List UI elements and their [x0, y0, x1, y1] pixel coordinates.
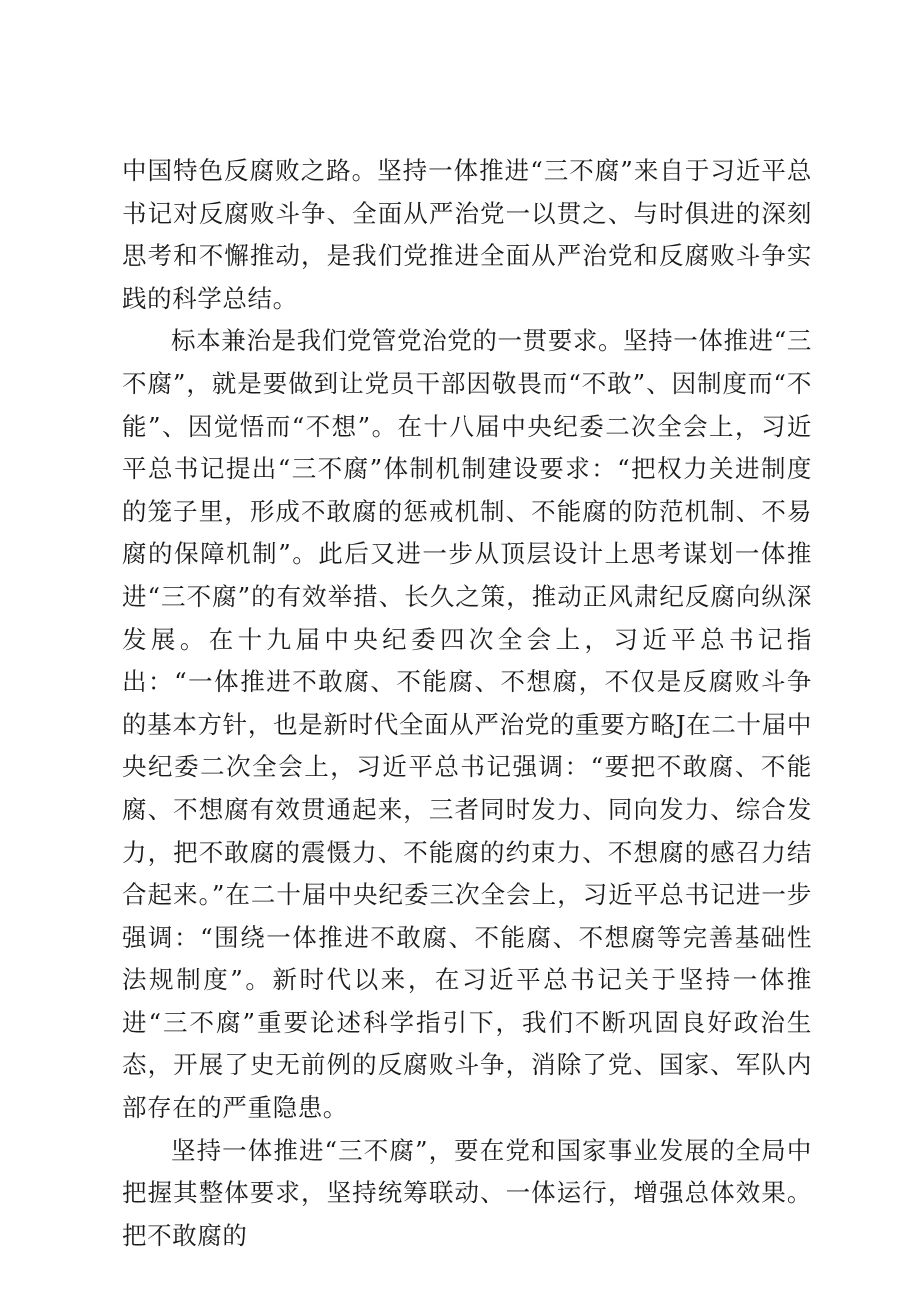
paragraph-3: 坚持一体推进“三不腐”，要在党和国家事业发展的全局中把握其整体要求，坚持统筹联动、一体运行，增强总体效果。把不敢腐的 [122, 1135, 812, 1250]
document-body [122, 150, 812, 1257]
paragraph-2: 标本兼治是我们党管党治党的一贯要求。坚持一体推进“三不腐”，就是要做到让党员干部因敬畏而“不敢”、因制度而“不能”、因觉悟而“不想”。在十八届中央纪委二次全会上，习近平总书记提出“三不腐”体制机制建设要求：“把权力关进制度的笼子里，形成不敢腐的惩戒机制、不能腐的防范机制、不易腐的保障机制”。此后又进一步从顶层设计上思考谋划一体推进“三不腐”的有效举措、长久之策，推动正风肃纪反腐向纵深发展。在十九届中央纪委四次全会上，习近平总书记指出：“一体推进不敢腐、不能腐、不想腐，不仅是反腐败斗争的基本方针，也是新时代全面从严治党的重要方略J在二十届中央纪委二次全会上，习近平总书记强调：“要把不敢腐、不能腐、不想腐有效贯通起来，三者同时发力、同向发力、综合发力，把不敢腐的震慑力、不能腐的约束力、不想腐的感召力结合起来。”在二十届中央纪委三次全会上，习近平总书记进一步强调：“围绕一体推进不敢腐、不能腐、不想腐等完善基础性法规制度”。新时代以来，在习近平总书记关于坚持一体推进“三不腐”重要论述科学指引下，我们不断巩固良好政治生态，开展了史无前例的反腐败斗争，消除了党、国家、军队内部存在的严重隐患。 [122, 326, 812, 1123]
paragraph-1: 中国特色反腐败之路。坚持一体推进“三不腐”来自于习近平总书记对反腐败斗争、全面从严治党一以贯之、与时俱进的深刻思考和不懈推动，是我们党推进全面从严治党和反腐败斗争实践的科学总结。 [122, 156, 812, 313]
